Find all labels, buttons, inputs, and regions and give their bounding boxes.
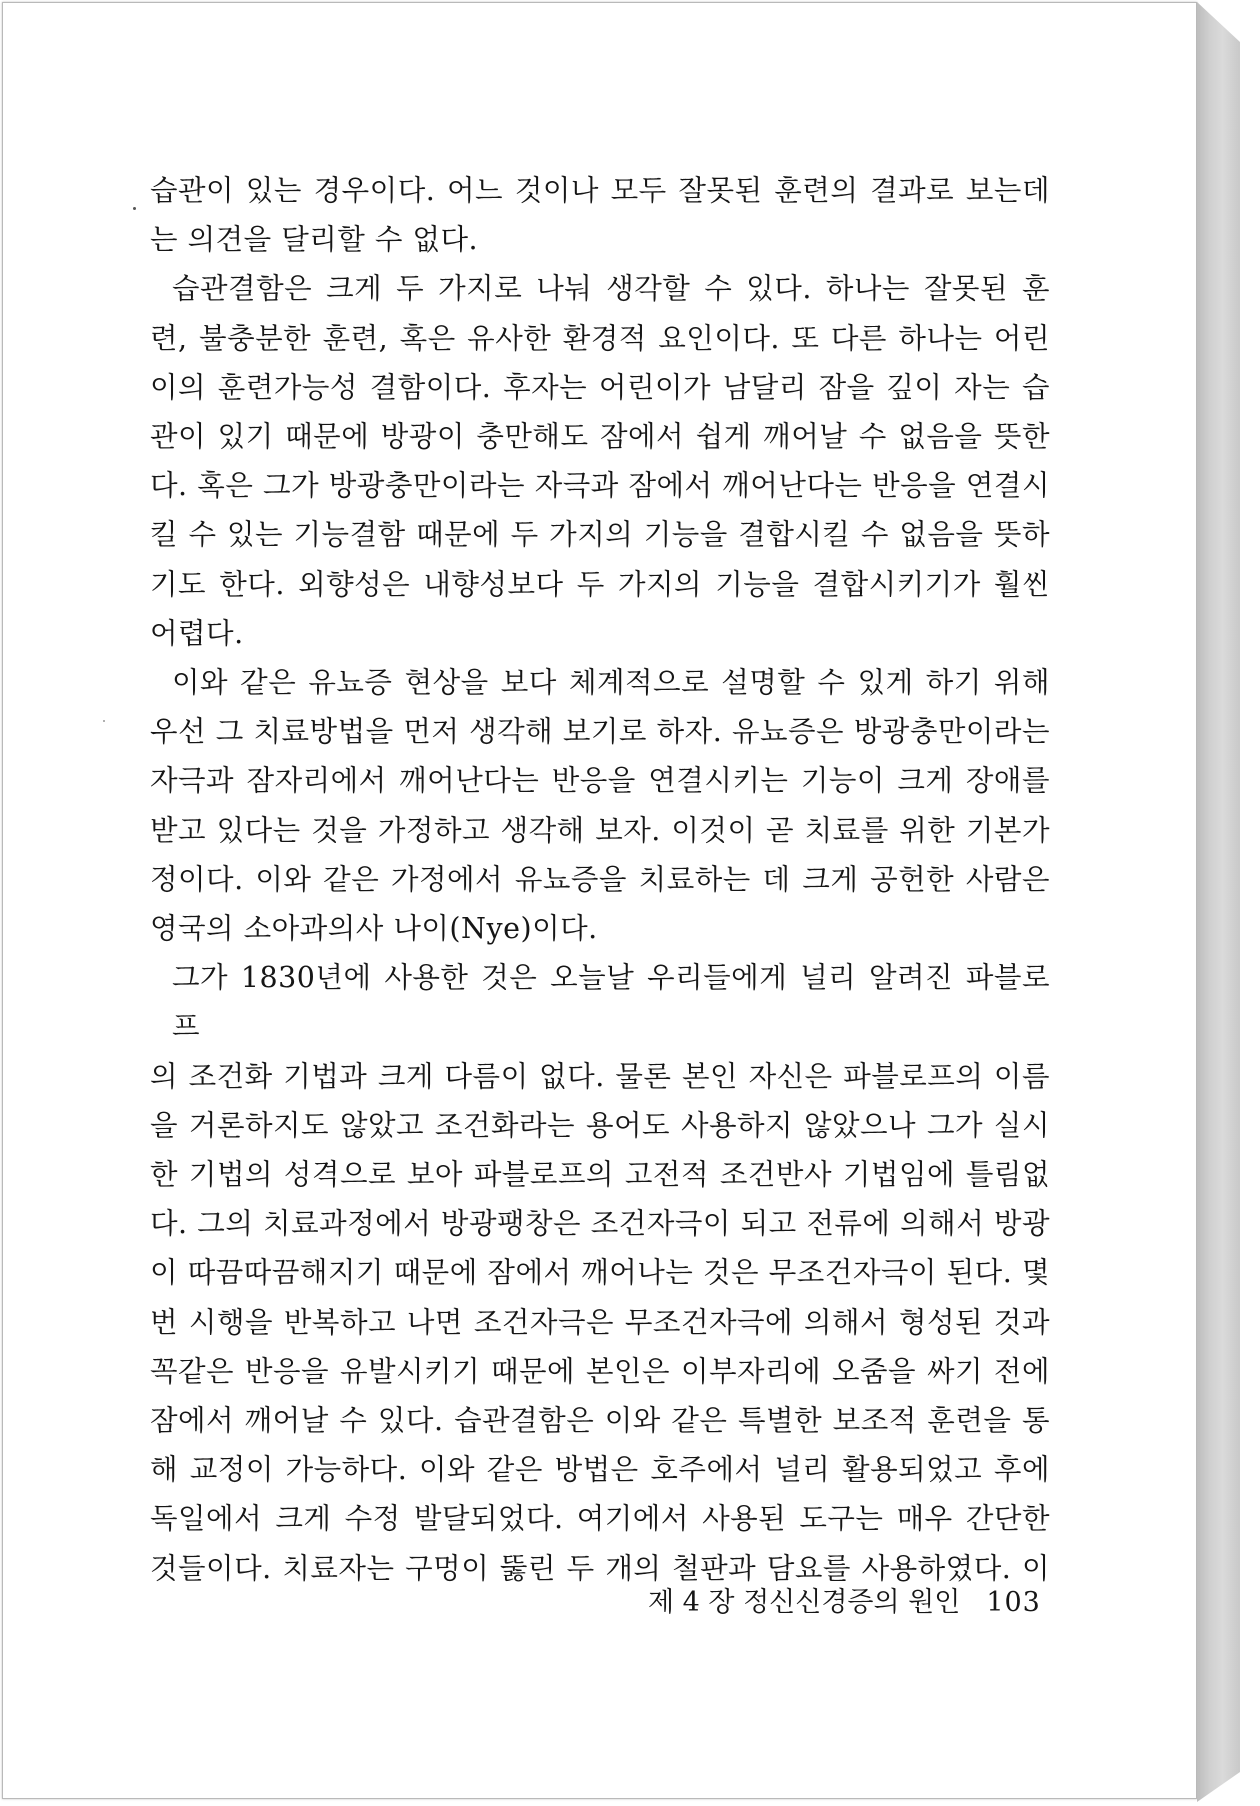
text-line: 한 기법의 성격으로 보아 파블로프의 고전적 조건반사 기법임에 틀림없: [150, 1158, 1050, 1192]
text-line: 기도 한다. 외향성은 내향성보다 두 가지의 기능을 결합시키기가 훨씬: [150, 567, 1050, 601]
text-line: 다. 그의 치료과정에서 방광팽창은 조건자극이 되고 전류에 의해서 방광: [150, 1207, 1050, 1241]
text-line: 이와 같은 유뇨증 현상을 보다 체계적으로 설명할 수 있게 하기 위해: [172, 666, 1050, 700]
text-line: 받고 있다는 것을 가정하고 생각해 보자. 이것이 곧 치료를 위한 기본가: [150, 813, 1050, 847]
body-text: [150, 166, 1050, 1593]
text-line: 습관이 있는 경우이다. 어느 것이나 모두 잘못된 훈련의 결과로 보는데: [150, 174, 1050, 207]
text-line: 정이다. 이와 같은 가정에서 유뇨증을 치료하는 데 크게 공헌한 사람은: [150, 862, 1050, 896]
paragraph-4: [150, 953, 1050, 1593]
text-line: 이의 훈련가능성 결함이다. 후자는 어린이가 남달리 잠을 깊이 자는 습: [150, 370, 1050, 404]
text-line: 번 시행을 반복하고 나면 조건자극은 무조건자극에 의해서 형성된 것과: [150, 1305, 1050, 1339]
text-line: 우선 그 치료방법을 먼저 생각해 보기로 하자. 유뇨증은 방광충만이라는: [150, 715, 1050, 749]
text-line: 는 의견을 달리할 수 없다.: [150, 223, 479, 257]
paragraph-2: [150, 264, 1050, 658]
page-footer: [648, 1585, 1041, 1621]
text-line: 잠에서 깨어날 수 있다. 습관결함은 이와 같은 특별한 보조적 훈련을 통: [150, 1404, 1050, 1438]
book-page-edge: [1197, 2, 1240, 1802]
text-line: 다. 혹은 그가 방광충만이라는 자극과 잠에서 깨어난다는 반응을 연결시: [150, 469, 1050, 503]
text-line: 킬 수 있는 기능결함 때문에 두 가지의 기능을 결합시킬 수 없음을 뜻하: [150, 518, 1050, 552]
text-line: 련, 불충분한 훈련, 혹은 유사한 환경적 요인이다. 또 다른 하나는 어린: [150, 321, 1050, 355]
text-line: 영국의 소아과의사 나이(Nye)이다.: [150, 912, 598, 946]
text-line: 것들이다. 치료자는 구멍이 뚫린 두 개의 철판과 담요를 사용하였다. 이: [150, 1551, 1050, 1585]
scan-speck: [103, 720, 105, 722]
text-line: 이 따끔따끔해지기 때문에 잠에서 깨어나는 것은 무조건자극이 된다. 몇: [150, 1256, 1050, 1290]
text-line: 독일에서 크게 수정 발달되었다. 여기에서 사용된 도구는 매우 간단한: [150, 1502, 1050, 1536]
text-line: 어렵다.: [150, 616, 244, 650]
text-line: 을 거론하지도 않았고 조건화라는 용어도 사용하지 않았으나 그가 실시: [150, 1108, 1050, 1142]
running-footer-chapter-title: 제 4 장 정신신경증의 원인: [648, 1587, 961, 1618]
text-line: 의 조건화 기법과 크게 다름이 없다. 물론 본인 자신은 파블로프의 이름: [150, 1059, 1050, 1093]
text-line: 해 교정이 가능하다. 이와 같은 방법은 호주에서 널리 활용되었고 후에: [150, 1453, 1050, 1487]
page-number: 103: [986, 1587, 1041, 1618]
text-line: 관이 있기 때문에 방광이 충만해도 잠에서 쉽게 깨어날 수 없음을 뜻한: [150, 420, 1050, 454]
scan-speck: [133, 207, 136, 210]
text-line: 그가 1830년에 사용한 것은 오늘날 우리들에게 널리 알려진 파블로프: [172, 961, 1050, 1044]
paragraph-1: [150, 166, 1050, 264]
text-line: 습관결함은 크게 두 가지로 나눠 생각할 수 있다. 하나는 잘못된 훈: [172, 272, 1050, 306]
text-line: 꼭같은 반응을 유발시키기 때문에 본인은 이부자리에 오줌을 싸기 전에: [150, 1354, 1050, 1388]
paragraph-3: [150, 658, 1050, 953]
text-line: 자극과 잠자리에서 깨어난다는 반응을 연결시키는 기능이 크게 장애를: [150, 764, 1050, 798]
